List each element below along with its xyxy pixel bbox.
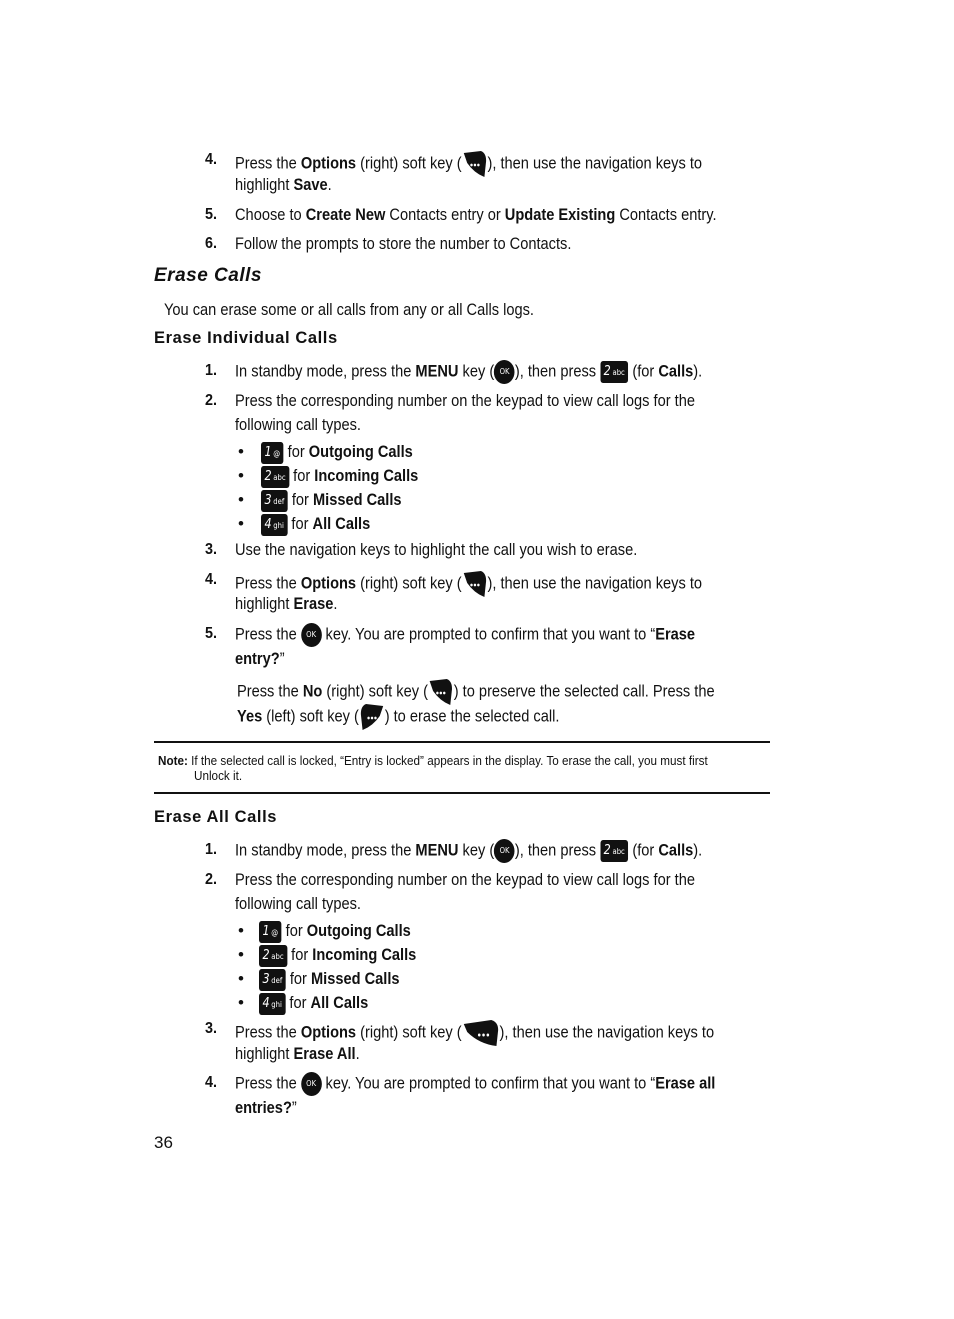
keypad-2-icon: 2 abc bbox=[600, 840, 628, 862]
step-text: Press the OK key. You are prompted to confirm that you want to “Erase all bbox=[235, 1072, 715, 1096]
keypad-4-icon: 4 ghi bbox=[259, 993, 285, 1015]
subsection-title: Erase All Calls bbox=[154, 808, 278, 826]
list-item: 1 @ for Outgoing Calls bbox=[261, 441, 413, 464]
step-number: 3. bbox=[205, 1020, 218, 1037]
right-soft-key-icon bbox=[462, 1018, 500, 1048]
step-number: 1. bbox=[205, 362, 218, 379]
bullet: • bbox=[238, 969, 244, 988]
note-text: Note: If the selected call is locked, “Entry is locked” appears in the display. To erase the call, you must first bbox=[158, 753, 708, 768]
paragraph: Yes (left) soft key ( ) to erase the selected call. bbox=[237, 702, 559, 732]
step-text: Follow the prompts to store the number to Contacts. bbox=[235, 234, 572, 253]
step-number: 1. bbox=[205, 841, 218, 858]
bullet: • bbox=[238, 490, 244, 509]
list-item: 4 ghi for All Calls bbox=[259, 992, 368, 1015]
divider bbox=[154, 792, 770, 794]
intro-text: You can erase some or all calls from any or all Calls logs. bbox=[164, 300, 535, 319]
list-item: 4 ghi for All Calls bbox=[261, 513, 370, 536]
step-number: 2. bbox=[205, 392, 218, 409]
step-text: In standby mode, press the MENU key ( OK ), then press 2 abc (for Calls). bbox=[235, 360, 702, 384]
keypad-2-icon: 2 abc bbox=[261, 466, 289, 488]
step-text: following call types. bbox=[235, 415, 361, 434]
step-text: entries?” bbox=[235, 1098, 297, 1117]
list-item: 2 abc for Incoming Calls bbox=[259, 944, 416, 967]
keypad-3-icon: 3 def bbox=[259, 969, 286, 991]
step-number: 2. bbox=[205, 871, 218, 888]
list-item: 3 def for Missed Calls bbox=[261, 489, 402, 512]
step-text: Press the corresponding number on the keypad to view call logs for the bbox=[235, 391, 695, 410]
bullet: • bbox=[238, 945, 244, 964]
keypad-2-icon: 2 abc bbox=[600, 361, 628, 383]
step-text: Choose to Create New Contacts entry or Update Existing Contacts entry. bbox=[235, 205, 717, 224]
bullet: • bbox=[238, 514, 244, 533]
step-text: Use the navigation keys to highlight the call you wish to erase. bbox=[235, 540, 638, 559]
ok-key-icon: OK bbox=[494, 839, 515, 863]
left-soft-key-icon bbox=[359, 702, 385, 732]
keypad-2-icon: 2 abc bbox=[259, 945, 287, 967]
section-title: Erase Calls bbox=[154, 265, 262, 286]
step-text: Press the OK key. You are prompted to confirm that you want to “Erase bbox=[235, 623, 695, 647]
list-item: 2 abc for Incoming Calls bbox=[261, 465, 418, 488]
step-text: Press the corresponding number on the keypad to view call logs for the bbox=[235, 870, 695, 889]
keypad-1-icon: 1 @ bbox=[259, 921, 282, 943]
step-text: Press the Options (right) soft key ( ), then use the navigation keys to bbox=[235, 1018, 714, 1048]
page-number: 36 bbox=[154, 1133, 173, 1152]
ok-key-icon: OK bbox=[301, 1072, 322, 1096]
step-text: entry?” bbox=[235, 649, 285, 668]
keypad-4-icon: 4 ghi bbox=[261, 514, 287, 536]
bullet: • bbox=[238, 466, 244, 485]
step-number: 4. bbox=[205, 1074, 218, 1091]
ok-key-icon: OK bbox=[494, 360, 515, 384]
bullet: • bbox=[238, 993, 244, 1012]
step-number: 3. bbox=[205, 541, 218, 558]
subsection-title: Erase Individual Calls bbox=[154, 329, 338, 347]
keypad-1-icon: 1 @ bbox=[261, 442, 284, 464]
step-number: 6. bbox=[205, 235, 218, 252]
step-number: 4. bbox=[205, 571, 218, 588]
bullet: • bbox=[238, 921, 244, 940]
step-text: In standby mode, press the MENU key ( OK ), then press 2 abc (for Calls). bbox=[235, 839, 702, 863]
list-item: 1 @ for Outgoing Calls bbox=[259, 920, 411, 943]
paragraph: Press the No (right) soft key ( ) to preserve the selected call. Press the bbox=[237, 677, 715, 707]
list-item: 3 def for Missed Calls bbox=[259, 968, 400, 991]
keypad-3-icon: 3 def bbox=[261, 490, 288, 512]
step-number: 5. bbox=[205, 206, 218, 223]
step-text: highlight Save. bbox=[235, 175, 332, 194]
note-text: Unlock it. bbox=[194, 768, 243, 783]
ok-key-icon: OK bbox=[301, 623, 322, 647]
step-text: Press the Options (right) soft key ( ), then use the navigation keys to bbox=[235, 149, 702, 179]
step-text: following call types. bbox=[235, 894, 361, 913]
step-text: highlight Erase. bbox=[235, 594, 338, 613]
step-number: 4. bbox=[205, 151, 218, 168]
step-text: highlight Erase All. bbox=[235, 1044, 360, 1063]
bullet: • bbox=[238, 442, 244, 461]
step-text: Press the Options (right) soft key ( ), then use the navigation keys to bbox=[235, 569, 702, 599]
step-number: 5. bbox=[205, 625, 218, 642]
divider bbox=[154, 741, 770, 743]
right-soft-key-icon bbox=[462, 149, 488, 179]
right-soft-key-icon bbox=[462, 569, 488, 599]
